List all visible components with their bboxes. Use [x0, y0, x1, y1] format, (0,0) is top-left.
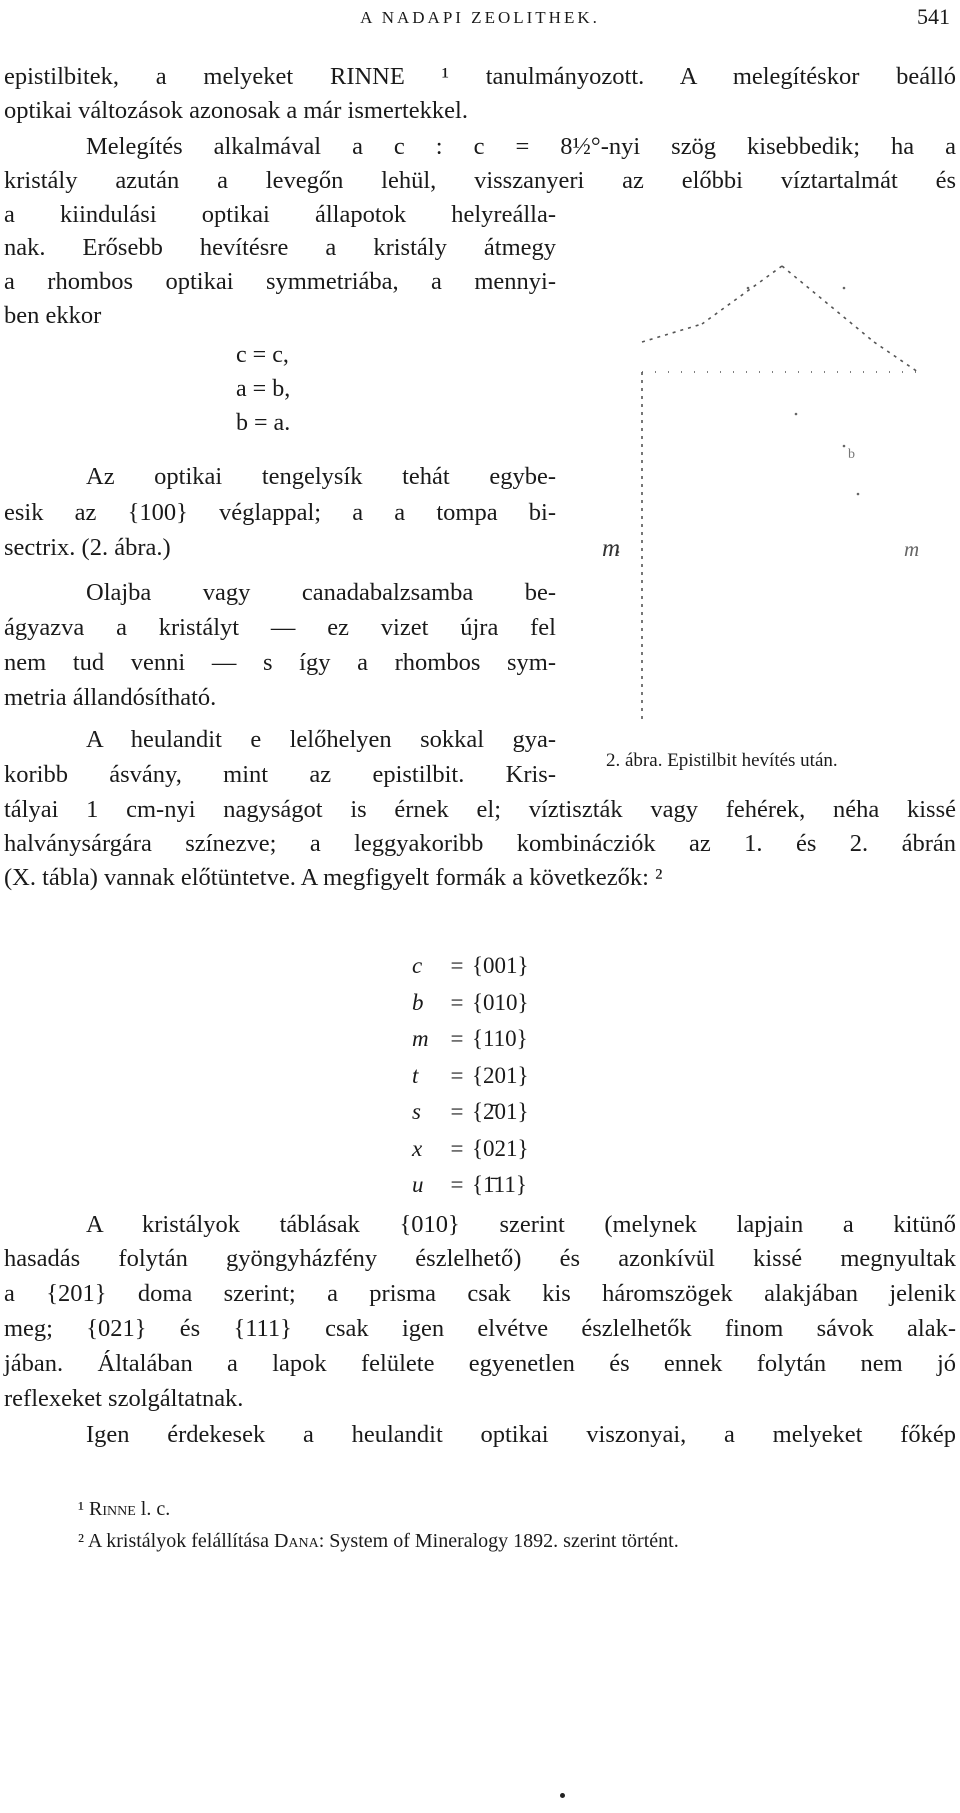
figure-label-m-left: m	[602, 535, 621, 562]
running-title: A NADAPI ZEOLITHEK.	[360, 8, 600, 27]
equation-line: c = c,	[236, 342, 289, 368]
text-line: nem tud venni — s így a rhombos sym-	[4, 649, 556, 676]
text-line: tályai 1 cm-nyi nagyságot is érnek el; víztiszták vagy fehérek, néha kissé	[4, 796, 956, 823]
text-line: A heulandit e lelőhelyen sokkal gya-	[86, 726, 556, 753]
crystal-figure	[598, 262, 960, 724]
text-line: a {201} doma szerint; a prisma csak kis háromszögek alakjában jelenik	[4, 1280, 956, 1307]
text-line: hasadás folytán gyöngyházfény észlelhető) és azonkívül kissé megnyultak	[4, 1245, 956, 1272]
footnote: ¹ Rinne l. c.	[78, 1498, 171, 1520]
text-line: jában. Általában a lapok felülete egyenetlen és ennek folytán nem jó	[4, 1350, 956, 1377]
forms-list	[412, 948, 529, 1204]
text-line: Az optikai tengelysík tehát egybe-	[86, 463, 556, 490]
figure-label-m-right: m	[904, 537, 920, 561]
text-line: sectrix. (2. ábra.)	[4, 534, 171, 561]
figure-caption: 2. ábra. Epistilbit hevítés után.	[606, 750, 838, 771]
equation-line: b = a.	[236, 410, 291, 436]
text-line: Olajba vagy canadabalzsamba be-	[86, 579, 556, 606]
form-item: t = {201}	[412, 1062, 529, 1088]
text-line: A kristályok táblásak {010} szerint (melynek lapjain a kitünő	[86, 1211, 956, 1238]
form-item: m = {110}	[412, 1026, 528, 1051]
text-line: a kiindulási optikai állapotok helyreálla-	[4, 201, 556, 228]
form-item: c = {001}	[412, 953, 529, 978]
print-speck	[560, 1793, 565, 1798]
equation-line: a = b,	[236, 376, 291, 402]
text-line: metria állandósítható.	[4, 684, 217, 711]
text-line: esik az {100} véglappal; a a tompa bi-	[4, 499, 556, 526]
text-line: optikai változások azonosak a már ismertekkel.	[4, 97, 468, 124]
figure-label-b: b	[848, 447, 855, 462]
text-line: Melegítés alkalmával a c : c = 8½°-nyi szög kisebbedik; ha a	[86, 133, 956, 160]
form-item: s = {2̄01}	[412, 1099, 529, 1124]
text-line: (X. tábla) vannak előtüntetve. A megfigyelt formák a következők: ²	[4, 864, 663, 891]
text-line: kristály azután a levegőn lehül, visszanyeri az előbbi víztartalmát és	[4, 167, 956, 194]
footnote: ² A kristályok felállítása Dana: System of Mineralogy 1892. szerint történt.	[78, 1530, 679, 1552]
text-line: koribb ásvány, mint az epistilbit. Kris-	[4, 761, 556, 788]
text-line: nak. Erősebb hevítésre a kristály átmegy	[4, 234, 556, 261]
text-line: reflexeket szolgáltatnak.	[4, 1385, 244, 1412]
text-line: Igen érdekesek a heulandit optikai viszonyai, a melyeket főkép	[86, 1421, 956, 1448]
text-line: ben ekkor	[4, 302, 102, 329]
text-line: epistilbitek, a melyeket RINNE ¹ tanulmányozott. A melegítéskor beálló	[4, 63, 956, 90]
page-number: 541	[917, 4, 950, 29]
text-line: ágyazva a kristályt — ez vizet újra fel	[4, 614, 556, 641]
text-line: halványsárgára színezve; a leggyakoribb kombinácziók az 1. és 2. ábrán	[4, 830, 956, 857]
text-line: a rhombos optikai symmetriába, a mennyi-	[4, 268, 556, 295]
form-item: u = {1̄11}	[412, 1172, 527, 1197]
form-item: b = {010}	[412, 989, 529, 1015]
form-item: x = {021}	[412, 1135, 529, 1161]
text-line: meg; {021} és {111} csak igen elvétve észlelhetők finom sávok alak-	[4, 1315, 956, 1342]
